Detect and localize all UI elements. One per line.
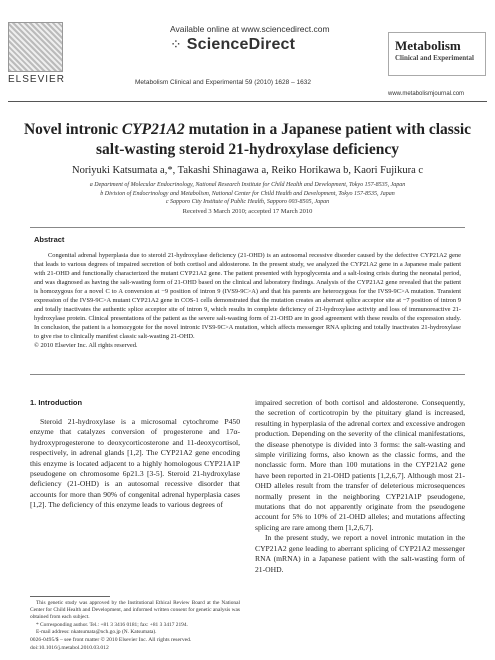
sciencedirect-dots-icon: ⁘ (170, 37, 182, 53)
article-title (20, 120, 475, 160)
right-column (255, 398, 465, 575)
title-gene: CYP21A2 (121, 121, 185, 138)
abstract-copyright: © 2010 Elsevier Inc. All rights reserved. (34, 342, 138, 349)
front-matter (30, 637, 240, 652)
footnote-divider (30, 596, 110, 597)
footnote-approval: This genetic study was approved by the Institutional Ethical Review Board at the National Center for Child Health and Development, and informed written consent for genetic analysis was obtained from each subject. (30, 600, 240, 621)
sciencedirect-wordmark: ScienceDirect (186, 36, 296, 53)
title-part-2: mutation in a Japanese patient with classic (184, 121, 472, 138)
title-line-2: salt-wasting steroid 21-hydroxylase deficiency (96, 141, 399, 158)
abstract-text: Congenital adrenal hyperplasia due to steroid 21-hydroxylase deficiency (21-OHD) is an autosomal recessive disorder caused by the defective CYP21A2 gene that leads to various degrees of impaired secretion of both cortisol and aldosterone. In the present study, we analyzed the CYP21A2 gene in a Japanese male patient with 21-OHD and functionally characterized the mutant CYP21A2 gene. The patient presented with hypoglycemia and a salt-losing crisis during the neonatal period, and was diagnosed as having the salt-wasting form of 21-OHD based on the clinical and laboratory findings. Analysis of the CYP21A2 gene revealed that the patient is homozygous for a novel C to A conversion at −9 position of intron 9 (IVS9-9C>A) and that his parents are heterozygous for the IVS9-9C>A mutation. Transient expression of the IVS9-9C>A mutant CYP21A2 gene in COS-1 cells demonstrated that the mutation creates an aberrant splice acceptor site at −7 position of intron 9 and totally inactivates the authentic splice acceptor site of intron 9, which results in complete deficiency of 21-hydroxylase activity and loss of immunoreactive 21-hydroxylase protein. Clinical presentations of the patient as the severe salt-wasting form of 21-OHD are in good agreement with these results of the expression study. In conclusion, the patient is a homozygote for the novel intronic IVS9-9C>A mutation, which affects messenger RNA splicing and totally inactivates 21-hydroxylase to give rise to clinically manifest classic salt-wasting 21-OHD. (34, 252, 461, 340)
title-part-1: Novel intronic (23, 121, 122, 138)
affiliation-c: c Sapporo City Institute of Public Health, Sapporo 003-8505, Japan (165, 199, 330, 205)
footnotes (30, 600, 240, 636)
sciencedirect-logo (170, 36, 295, 54)
left-column (30, 398, 240, 511)
author-list: Noriyuki Katsumata a,*, Takashi Shinagawa a, Reiko Horikawa b, Kaori Fujikura c (71, 165, 424, 176)
elsevier-wordmark: ELSEVIER (8, 74, 65, 85)
journal-url[interactable]: www.metabolismjournal.com (388, 91, 465, 97)
affiliations (20, 181, 475, 207)
affiliation-a: a Department of Molecular Endocrinology, National Research Institute for Child Health and Development, Tokyo 157-8535, Japan (89, 182, 406, 188)
header-divider (8, 101, 487, 102)
affiliation-b: b Division of Endocrinology and Metabolism, National Center for Child Health and Development, Tokyo 157-8535, Japan (100, 190, 395, 197)
journal-name: Metabolism (395, 38, 461, 53)
journal-header (0, 0, 495, 105)
intro-paragraph-continued: impaired secretion of both cortisol and aldosterone. Consequently, the secretion of corticotropin by the pituitary gland is increased, resulting in hyperplasia of the adrenal cortex and excessive androgen production. Depending on the severity of the clinical manifestations, the disease phenotype is divided into 3 forms: the salt-wasting and simple virilizing forms, also known as the classic forms, and the nonclassic form. More than 100 mutations in the CYP21A2 gene have been reported in 21-OHD patients [1,2,6,7]. Although most 21-OHD alleles result from the transfer of deleterious microsequences normally present in the neighboring CYP21A1P pseudogene, mutations that do not apparently originate from the pseudogene account for 5% to 10% of 21-OHD alleles; and mutations affecting splicing are rare among them [1,2,6,7]. (255, 398, 465, 532)
doi-link[interactable]: doi:10.1016/j.metabol.2010.03.012 (30, 644, 109, 651)
available-online-text: Available online at www.sciencedirect.com (170, 24, 330, 34)
footnote-corresponding: * Corresponding author. Tel.: +81 3 3416 0181; fax: +81 3 3417 2194. (36, 621, 188, 628)
elsevier-tree-icon (8, 22, 63, 72)
intro-paragraph-2: In the present study, we report a novel intronic mutation in the CYP21A2 gene leading to aberrant splicing of CYP21A2 messenger RNA (mRNA) in a Japanese patient with the salt-wasting form of 21-OHD. (255, 533, 465, 574)
journal-logo-box (388, 32, 486, 76)
issn-line: 0026-0495/$ – see front matter © 2010 Elsevier Inc. All rights reserved. (30, 637, 192, 643)
received-dates: Received 3 March 2010; accepted 17 March 2010 (182, 208, 313, 215)
intro-paragraph-1: Steroid 21-hydroxylase is a microsomal cytochrome P450 enzyme that catalyzes conversion of progesterone and 17α-hydroxyprogesterone to deoxycorticosterone and 11-deoxycortisol, respectively, in adrenal glands [1,2]. The CYP21A2 gene encoding this enzyme is located adjacent to a highly homologous CYP21A1P pseudogene on chromosome 6p21.3 [3-5]. Steroid 21-hydroxylase deficiency (21-OHD) is an autosomal recessive disorder that accounts for more than 90% of congenital adrenal hyperplasia cases [1,2]. The deficiency of this enzyme leads to various degrees of (30, 417, 240, 510)
abstract-section (30, 227, 465, 375)
journal-reference: Metabolism Clinical and Experimental 59 (2010) 1628 – 1632 (135, 79, 311, 86)
journal-subtitle: Clinical and Experimental (395, 54, 474, 62)
elsevier-logo (8, 22, 63, 84)
abstract-heading: Abstract (34, 235, 65, 244)
introduction-heading: 1. Introduction (30, 398, 83, 407)
footnote-email[interactable]: E-mail address: nkatsumata@nch.go.jp (N. Katsumata). (36, 628, 157, 635)
